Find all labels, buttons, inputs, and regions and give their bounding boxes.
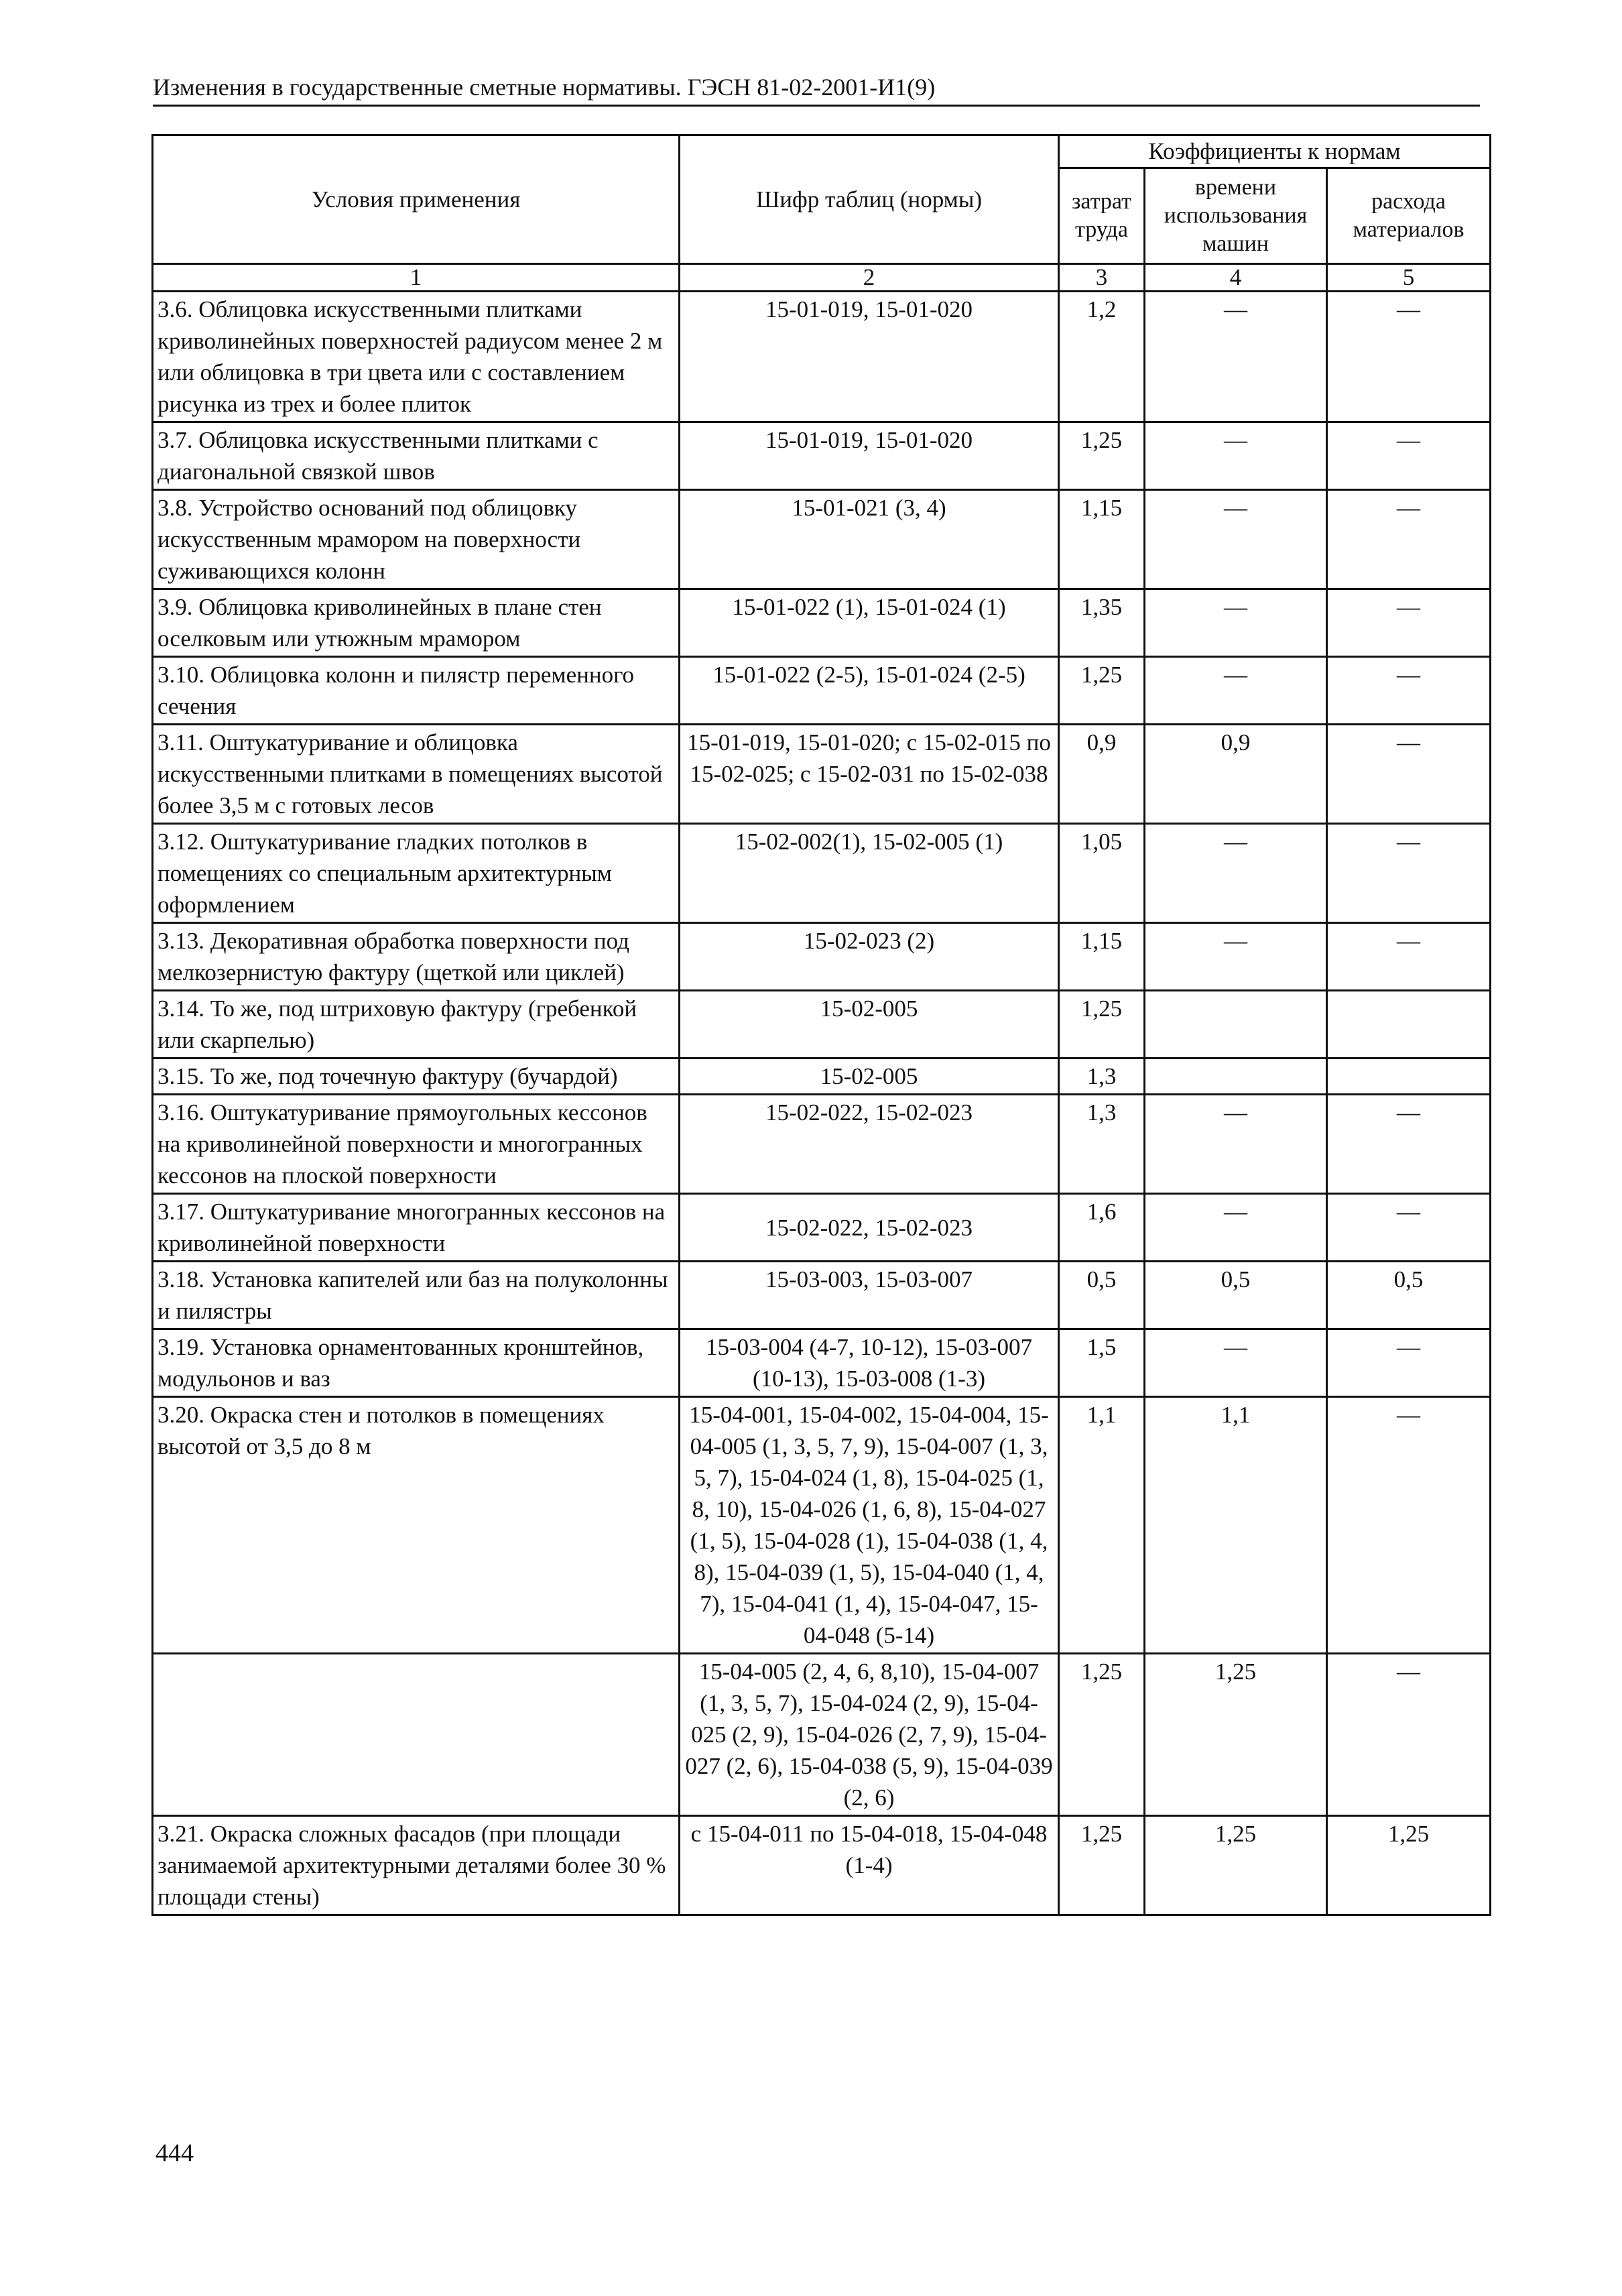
machines-cell: —	[1145, 1095, 1327, 1194]
labor-cell: 1,15	[1059, 490, 1145, 589]
machines-cell: —	[1145, 657, 1327, 725]
condition-cell: 3.8. Устройство оснований под облицовку искусственным мрамором на поверхности суживающихся колонн	[153, 490, 680, 589]
materials-cell: —	[1327, 1329, 1491, 1397]
machines-cell	[1145, 991, 1327, 1059]
labor-cell: 1,15	[1059, 923, 1145, 991]
header-labor: затрат труда	[1059, 168, 1145, 264]
coefficients-table	[151, 134, 1491, 1916]
labor-cell: 1,25	[1059, 991, 1145, 1059]
condition-cell: 3.14. То же, под штриховую фактуру (гребенкой или скарпелью)	[153, 991, 680, 1059]
machines-cell: 1,1	[1145, 1397, 1327, 1654]
code-cell: с 15-04-011 по 15-04-018, 15-04-048 (1-4)	[680, 1816, 1059, 1915]
table-row	[153, 725, 1491, 824]
condition-cell: 3.15. То же, под точечную фактуру (бучардой)	[153, 1059, 680, 1095]
code-cell: 15-01-022 (1), 15-01-024 (1)	[680, 589, 1059, 657]
table-row	[153, 589, 1491, 657]
page-number: 444	[155, 2139, 194, 2167]
condition-cell	[153, 1654, 680, 1816]
header-code: Шифр таблиц (нормы)	[680, 135, 1059, 264]
column-number: 4	[1145, 264, 1327, 292]
labor-cell: 1,05	[1059, 824, 1145, 923]
table-row	[153, 1329, 1491, 1397]
header-machines: времени использования машин	[1145, 168, 1327, 264]
code-cell: 15-04-001, 15-04-002, 15-04-004, 15-04-005 (1, 3, 5, 7, 9), 15-04-007 (1, 3, 5, 7), 15-04-024 (1, 8), 15-04-025 (1, 8, 10), 15-04-026 (1, 6, 8), 15-04-027 (1, 5), 15-04-028 (1), 15-04-038 (1, 4, 8), 15-04-039 (1, 5), 15-04-040 (1, 4, 7), 15-04-041 (1, 4), 15-04-047, 15-04-048 (5-14)	[680, 1397, 1059, 1654]
labor-cell: 1,25	[1059, 1816, 1145, 1915]
header-coeff-group: Коэффициенты к нормам	[1059, 135, 1491, 168]
labor-cell: 1,25	[1059, 422, 1145, 490]
table-row	[153, 1816, 1491, 1915]
code-cell: 15-02-023 (2)	[680, 923, 1059, 991]
condition-cell: 3.7. Облицовка искусственными плитками с диагональной связкой швов	[153, 422, 680, 490]
machines-cell: —	[1145, 292, 1327, 422]
machines-cell	[1145, 1059, 1327, 1095]
header-materials: расхода материалов	[1327, 168, 1491, 264]
labor-cell: 1,2	[1059, 292, 1145, 422]
machines-cell: 0,9	[1145, 725, 1327, 824]
column-number: 2	[680, 264, 1059, 292]
materials-cell: —	[1327, 1194, 1491, 1262]
column-number: 1	[153, 264, 680, 292]
table-row	[153, 1095, 1491, 1194]
labor-cell: 1,5	[1059, 1329, 1145, 1397]
labor-cell: 1,3	[1059, 1095, 1145, 1194]
materials-cell: —	[1327, 292, 1491, 422]
machines-cell: —	[1145, 589, 1327, 657]
table-row	[153, 1654, 1491, 1816]
table-row	[153, 1059, 1491, 1095]
column-number: 3	[1059, 264, 1145, 292]
materials-cell: —	[1327, 1095, 1491, 1194]
materials-cell: —	[1327, 725, 1491, 824]
machines-cell: —	[1145, 422, 1327, 490]
condition-cell: 3.12. Оштукатуривание гладких потолков в помещениях со специальным архитектурным оформлением	[153, 824, 680, 923]
table-row	[153, 1397, 1491, 1654]
code-cell: 15-02-022, 15-02-023	[680, 1095, 1059, 1194]
materials-cell	[1327, 991, 1491, 1059]
code-cell: 15-03-004 (4-7, 10-12), 15-03-007 (10-13), 15-03-008 (1-3)	[680, 1329, 1059, 1397]
materials-cell: —	[1327, 824, 1491, 923]
code-cell: 15-02-005	[680, 1059, 1059, 1095]
table-row	[153, 490, 1491, 589]
labor-cell: 1,35	[1059, 589, 1145, 657]
table-row	[153, 923, 1491, 991]
condition-cell: 3.17. Оштукатуривание многогранных кессонов на криволинейной поверхности	[153, 1194, 680, 1262]
code-cell: 15-02-005	[680, 991, 1059, 1059]
machines-cell: 0,5	[1145, 1262, 1327, 1329]
condition-cell: 3.21. Окраска сложных фасадов (при площади занимаемой архитектурными деталями более 30 % площади стены)	[153, 1816, 680, 1915]
machines-cell: 1,25	[1145, 1816, 1327, 1915]
condition-cell: 3.10. Облицовка колонн и пилястр переменного сечения	[153, 657, 680, 725]
labor-cell: 1,1	[1059, 1397, 1145, 1654]
labor-cell: 1,25	[1059, 1654, 1145, 1816]
table-row	[153, 1262, 1491, 1329]
materials-cell: —	[1327, 1654, 1491, 1816]
page-header: Изменения в государственные сметные нормативы. ГЭСН 81-02-2001-И1(9)	[153, 72, 1480, 107]
code-cell: 15-02-002(1), 15-02-005 (1)	[680, 824, 1059, 923]
materials-cell: 1,25	[1327, 1816, 1491, 1915]
labor-cell: 1,3	[1059, 1059, 1145, 1095]
materials-cell	[1327, 1059, 1491, 1095]
condition-cell: 3.11. Оштукатуривание и облицовка искусственными плитками в помещениях высотой более 3,5 м с готовых лесов	[153, 725, 680, 824]
machines-cell: —	[1145, 824, 1327, 923]
table-row	[153, 292, 1491, 422]
column-numbers-row	[153, 264, 1491, 292]
table-row	[153, 824, 1491, 923]
machines-cell: —	[1145, 1194, 1327, 1262]
table-row	[153, 1194, 1491, 1262]
condition-cell: 3.6. Облицовка искусственными плитками криволинейных поверхностей радиусом менее 2 м или облицовка в три цвета или с составлением рисунка из трех и более плиток	[153, 292, 680, 422]
labor-cell: 0,9	[1059, 725, 1145, 824]
condition-cell: 3.9. Облицовка криволинейных в плане стен оселковым или утюжным мрамором	[153, 589, 680, 657]
table-row	[153, 657, 1491, 725]
labor-cell: 0,5	[1059, 1262, 1145, 1329]
column-number: 5	[1327, 264, 1491, 292]
materials-cell: 0,5	[1327, 1262, 1491, 1329]
header-conditions: Условия применения	[153, 135, 680, 264]
code-cell: 15-01-021 (3, 4)	[680, 490, 1059, 589]
condition-cell: 3.18. Установка капителей или баз на полуколонны и пилястры	[153, 1262, 680, 1329]
condition-cell: 3.20. Окраска стен и потолков в помещениях высотой от 3,5 до 8 м	[153, 1397, 680, 1654]
materials-cell: —	[1327, 422, 1491, 490]
machines-cell: —	[1145, 1329, 1327, 1397]
code-cell: 15-01-022 (2-5), 15-01-024 (2-5)	[680, 657, 1059, 725]
code-cell: 15-03-003, 15-03-007	[680, 1262, 1059, 1329]
table-row	[153, 422, 1491, 490]
materials-cell: —	[1327, 1397, 1491, 1654]
labor-cell: 1,6	[1059, 1194, 1145, 1262]
condition-cell: 3.19. Установка орнаментованных кронштейнов, модульонов и ваз	[153, 1329, 680, 1397]
machines-cell: —	[1145, 490, 1327, 589]
code-cell: 15-01-019, 15-01-020	[680, 292, 1059, 422]
machines-cell: 1,25	[1145, 1654, 1327, 1816]
materials-cell: —	[1327, 589, 1491, 657]
materials-cell: —	[1327, 657, 1491, 725]
labor-cell: 1,25	[1059, 657, 1145, 725]
condition-cell: 3.13. Декоративная обработка поверхности под мелкозернистую фактуру (щеткой или циклей)	[153, 923, 680, 991]
table-row	[153, 991, 1491, 1059]
code-cell: 15-02-022, 15-02-023	[680, 1194, 1059, 1262]
code-cell: 15-01-019, 15-01-020; с 15-02-015 по 15-02-025; с 15-02-031 по 15-02-038	[680, 725, 1059, 824]
materials-cell: —	[1327, 923, 1491, 991]
code-cell: 15-04-005 (2, 4, 6, 8,10), 15-04-007 (1, 3, 5, 7), 15-04-024 (2, 9), 15-04-025 (2, 9), 15-04-026 (2, 7, 9), 15-04-027 (2, 6), 15-04-038 (5, 9), 15-04-039 (2, 6)	[680, 1654, 1059, 1816]
condition-cell: 3.16. Оштукатуривание прямоугольных кессонов на криволинейной поверхности и многогранных кессонов на плоской поверхности	[153, 1095, 680, 1194]
code-cell: 15-01-019, 15-01-020	[680, 422, 1059, 490]
materials-cell: —	[1327, 490, 1491, 589]
machines-cell: —	[1145, 923, 1327, 991]
